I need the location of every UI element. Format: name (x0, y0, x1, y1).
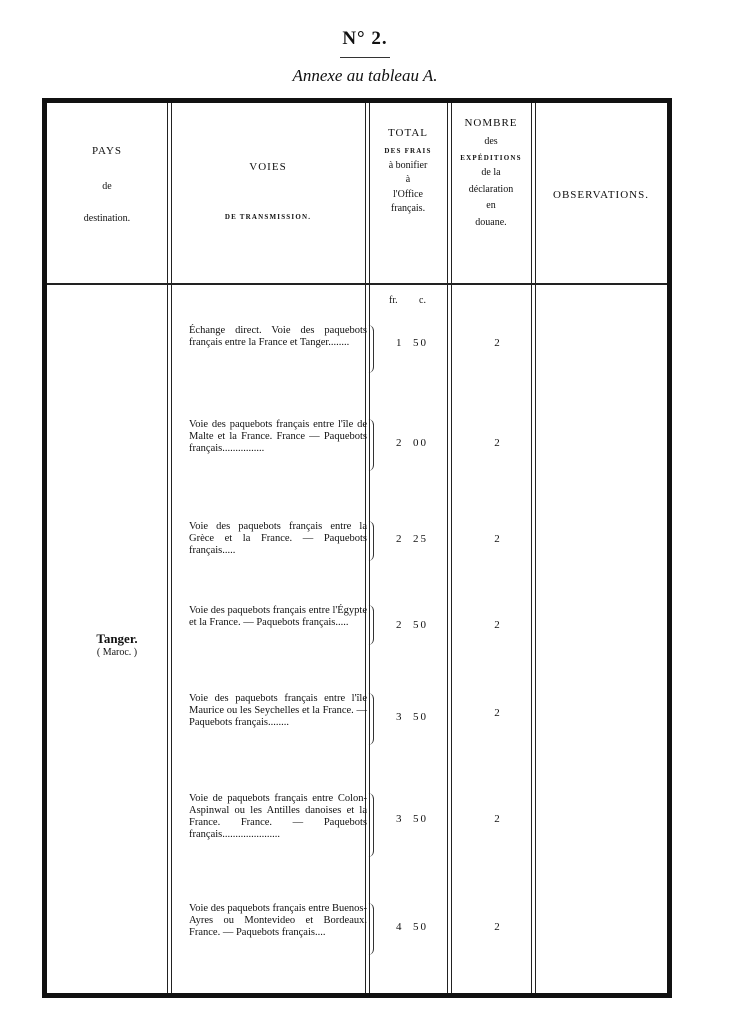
unit-centimes: c. (419, 295, 426, 306)
cost-value: 3 50 (396, 711, 428, 723)
cost-value: 2 00 (396, 437, 428, 449)
cost-value: 4 50 (396, 921, 428, 933)
route-brace (367, 693, 374, 745)
route-brace (367, 325, 374, 373)
count-value: 2 (494, 533, 500, 545)
route-text: Voie des paquebots français entre l'île de Malte et la France. France — Paquebots français................ (189, 419, 367, 454)
page-number: N° 2. (342, 28, 388, 49)
route-brace (367, 419, 374, 471)
header-routes: VOIES DE TRANSMISSION. (224, 161, 312, 221)
route-text: Voie de paquebots français entre Colon-Aspinwal ou les Antilles danoises et la France. France. — Paquebots français...................... (189, 793, 367, 840)
count-value: 2 (494, 437, 500, 449)
count-value: 2 (494, 707, 500, 719)
route-text: Voie des paquebots français entre la Grèce et la France. — Paquebots français..... (189, 521, 367, 556)
column-divider (535, 103, 536, 993)
route-text: Voie des paquebots français entre l'Égypte et la France. — Paquebots français..... (189, 605, 367, 628)
destination (62, 631, 172, 658)
route-text: Voie des paquebots français entre Buenos-Ayres ou Montevideo et Bordeaux. France. — Paquebots français.... (189, 903, 367, 938)
cost-value: 1 50 (396, 337, 428, 349)
header-total: TOTAL DES FRAIS à bonifier à l'Office français. (384, 127, 432, 214)
route-brace (367, 793, 374, 857)
column-divider (167, 103, 168, 993)
column-divider (171, 103, 172, 993)
count-value: 2 (494, 921, 500, 933)
column-divider (531, 103, 532, 993)
route-brace (367, 903, 374, 955)
destination-country: ( Maroc. ) (96, 647, 138, 658)
header-country: PAYS de destination. (83, 145, 131, 225)
header-count: NOMBRE des EXPÉDITIONS de la déclaration en douane. (460, 117, 522, 228)
column-divider (447, 103, 448, 993)
route-text: Voie des paquebots français entre l'île Maurice ou les Seychelles et la France. — Paquebots français........ (189, 693, 367, 728)
tariff-table (42, 98, 672, 998)
cost-value: 2 25 (396, 533, 428, 545)
route-text: Échange direct. Voie des paquebots français entre la France et Tanger........ (189, 325, 367, 348)
cost-value: 2 50 (396, 619, 428, 631)
route-brace (367, 521, 374, 561)
count-value: 2 (494, 337, 500, 349)
page-number-rule (340, 57, 390, 58)
count-value: 2 (494, 619, 500, 631)
column-divider (451, 103, 452, 993)
header-divider (47, 283, 667, 285)
header-observations: OBSERVATIONS. (553, 189, 649, 201)
cost-value: 3 50 (396, 813, 428, 825)
count-value: 2 (494, 813, 500, 825)
unit-francs: fr. (389, 295, 398, 306)
destination-name: Tanger. (96, 631, 138, 646)
route-brace (367, 605, 374, 645)
annex-title: Annexe au tableau A. (292, 66, 438, 85)
